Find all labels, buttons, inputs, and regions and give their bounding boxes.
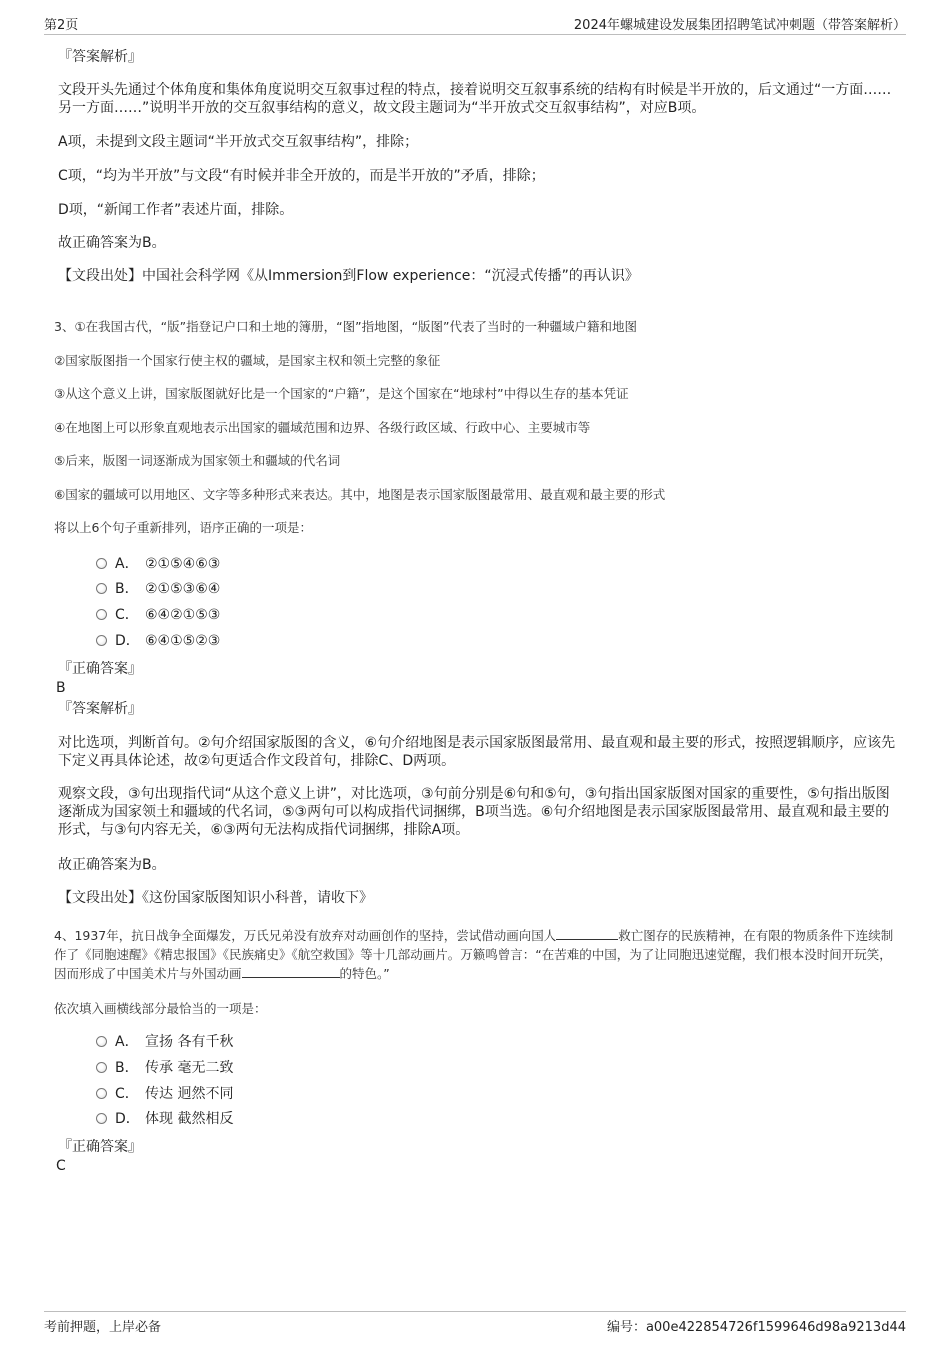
q3-option-c[interactable]: C． ⑥④②①⑤③ [96,605,220,625]
q3-option-a[interactable]: A． ②①⑤④⑥③ [96,554,220,574]
q3-sentence-5: ⑤后来，版图一词逐渐成为国家领土和疆域的代名词 [54,453,341,468]
q4-answer-label: 『正确答案』 [58,1139,142,1155]
q3-sentence-2: ②国家版图指一个国家行使主权的疆域，是国家主权和领土完整的象征 [54,353,441,368]
q3-option-d[interactable]: D． ⑥④①⑤②③ [96,631,220,651]
q3-sentence-1: 3、①在我国古代，“版”指登记户口和土地的簿册，“图”指地图，“版图”代表了当时的一种疆域户籍和地图 [54,319,638,334]
q3-prompt: 将以上6个句子重新排列，语序正确的一项是： [54,520,312,535]
page-footer [44,1311,906,1337]
radio-icon[interactable] [96,558,107,569]
page-number: 第2页 [44,18,79,33]
q3-answer-label: 『正确答案』 [58,661,142,677]
document-title: 2024年螺城建设发展集团招聘笔试冲刺题（带答案解析） [573,18,906,33]
q4-stem: 4、1937年，抗日战争全面爆发，万氏兄弟没有放弃对动画创作的坚持，尝试借动画向国人 救亡图存的民族精神，在有限的物质条件下连续制作了《同胞速醒》《精忠报国》《民族痛史》《航空救国》等十几部动画片。万籁鸣曾言：“在苦难的中国，为了让同胞迅速觉醒，我们根本没时间开玩笑，因而形成了中国美术片与外国动画 的特色。” [54,928,894,981]
radio-icon[interactable] [96,1036,107,1047]
blank-2 [242,965,340,978]
q2-conclusion: 故正确答案为B。 [58,235,166,251]
q3-conclusion: 故正确答案为B。 [58,857,166,873]
q3-sentence-4: ④在地图上可以形象直观地表示出国家的疆域范围和边界、各级行政区域、行政中心、主要城市等 [54,420,591,435]
q3-option-b[interactable]: B． ②①⑤③⑥④ [96,579,220,599]
q4-answer: C [56,1158,66,1174]
q2-analysis-p1: 文段开头先通过个体角度和集体角度说明交互叙事过程的特点，接着说明交互叙事系统的结构有时候是半开放的，后文通过“一方面……另一方面……”说明半开放的交互叙事结构的意义，故文段主题词为“半开放式交互叙事结构”，对应B项。 [58,82,892,116]
q3-analysis-p2: 观察文段，③句出现指代词“从这个意义上讲”，对比选项，③句前分别是⑥句和⑤句，③句指出国家版图对国家的重要性，⑤句指出版图逐渐成为国家领土和疆域的代名词，⑤③两句可以构成指代词捆绑，B项当选。⑥句介绍地图是表示国家版图最常用、最直观和最主要的形式，与③句内容无关，⑥③两句无法构成指代词捆绑，排除A项。 [58,786,890,838]
blank-1 [556,927,618,940]
q2-analysis-p2: A项，未提到文段主题词“半开放式交互叙事结构”，排除； [58,134,419,150]
q3-analysis-p1: 对比选项，判断首句。②句介绍国家版图的含义，⑥句介绍地图是表示国家版图最常用、最直观和最主要的形式，按照逻辑顺序，应该先下定义再具体论述，故②句更适合作文段首句，排除C、D两项。 [58,735,896,769]
footer-slogan: 考前押题，上岸必备 [44,1320,162,1335]
radio-icon[interactable] [96,583,107,594]
radio-icon[interactable] [96,609,107,620]
q4-option-b[interactable]: B． 传承 毫无二致 [96,1058,233,1078]
radio-icon[interactable] [96,1113,107,1124]
radio-icon[interactable] [96,1088,107,1099]
q3-answer: B [56,680,66,696]
page-header [44,14,906,35]
q3-sentence-6: ⑥国家的疆域可以用地区、文字等多种形式来表达。其中，地图是表示国家版图最常用、最直观和最主要的形式 [54,487,666,502]
q2-analysis-p4: D项，“新闻工作者”表述片面，排除。 [58,202,294,218]
radio-icon[interactable] [96,1062,107,1073]
q3-analysis-label: 『答案解析』 [58,701,142,717]
q3-source: 【文段出处】《这份国家版图知识小科普，请收下》 [58,890,373,906]
q2-analysis-p3: C项，“均为半开放”与文段“有时候并非全开放的，而是半开放的”矛盾，排除； [58,168,545,184]
q2-analysis-label: 『答案解析』 [58,49,142,65]
q3-sentence-3: ③从这个意义上讲，国家版图就好比是一个国家的“户籍”，是这个国家在“地球村”中得以生存的基本凭证 [54,386,629,401]
q4-option-c[interactable]: C． 传达 迥然不同 [96,1084,233,1104]
radio-icon[interactable] [96,635,107,646]
q2-source: 【文段出处】中国社会科学网《从Immersion到Flow experience：“沉浸式传播”的再认识》 [58,268,639,284]
q4-option-a[interactable]: A． 宣扬 各有千秋 [96,1032,233,1052]
q4-prompt: 依次填入画横线部分最恰当的一项是： [54,1001,267,1016]
q4-option-d[interactable]: D． 体现 截然相反 [96,1109,233,1129]
document-id: 编号：a00e422854726f1599646d98a9213d44 [606,1320,906,1335]
